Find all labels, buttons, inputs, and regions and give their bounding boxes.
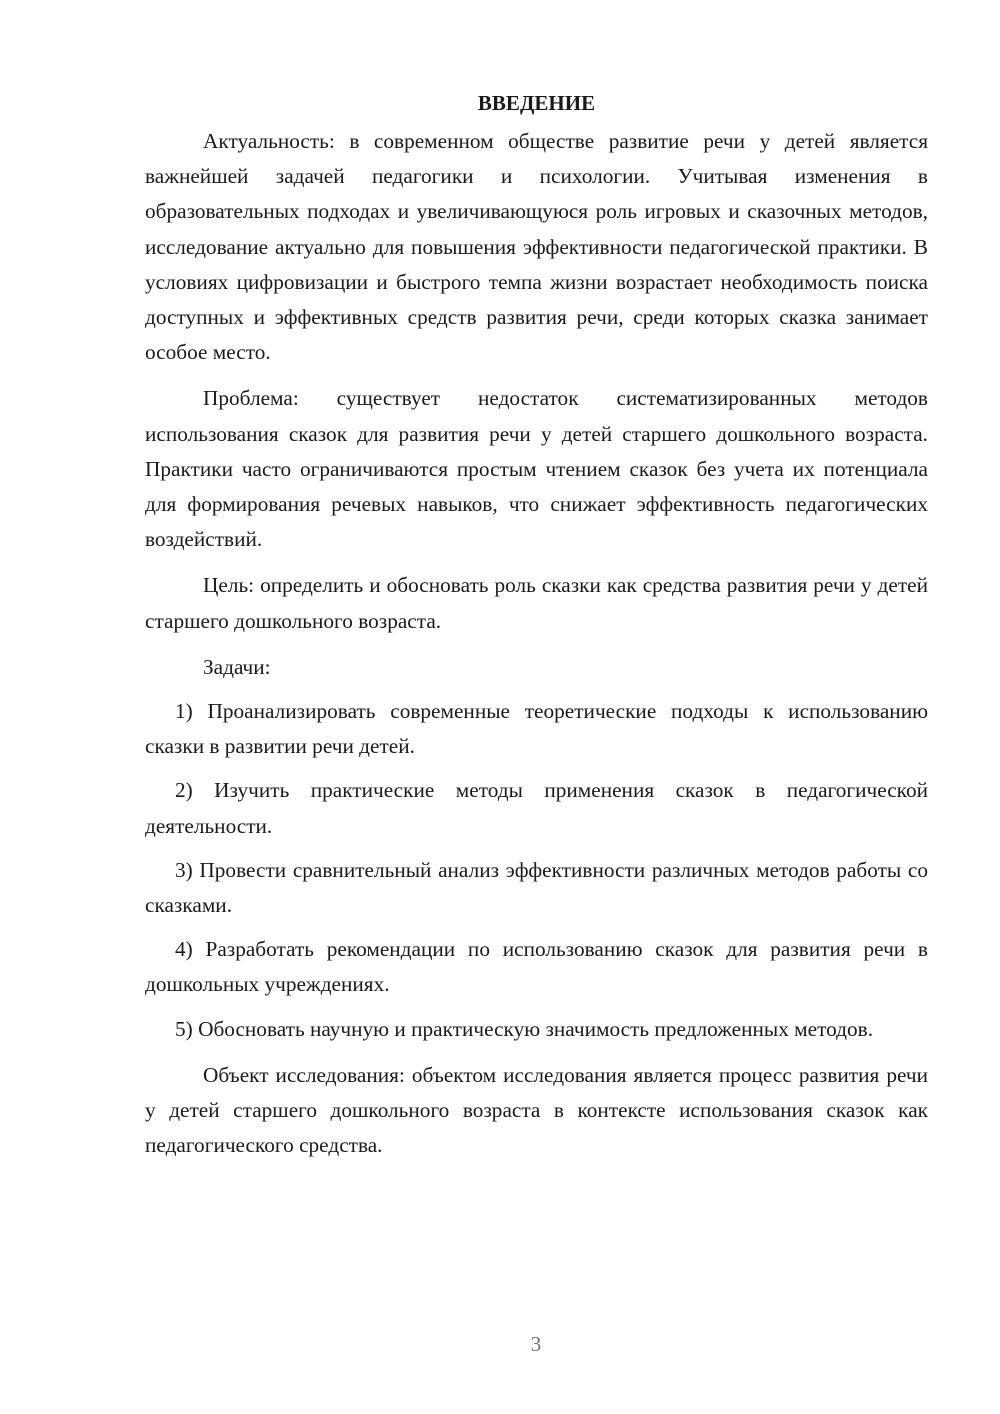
task-item-3: 3) Провести сравнительный анализ эффективности различных методов работы со сказками. [145,857,928,918]
section-heading: ВВЕДЕНИЕ [477,91,596,115]
page-number: 3 [530,1332,542,1356]
task-item-2: 2) Изучить практические методы применения сказок в педагогической деятельности. [145,778,928,838]
task-item-1: 1) Проанализировать современные теоретические подходы к использованию сказки в развитии речи детей. [145,699,928,759]
document-page [145,88,928,1163]
goal-paragraph: Цель: определить и обосновать роль сказки как средства развития речи у детей старшего дошкольного возраста. [145,573,928,633]
object-paragraph: Объект исследования: объектом исследования является процесс развития речи у детей старшего дошкольного возраста в контексте использования сказок как педагогического средства. [145,1062,928,1158]
task-item-5: 5) Обосновать научную и практическую значимость предложенных методов. [175,1016,874,1041]
relevance-paragraph: Актуальность: в современном обществе развитие речи у детей является важнейшей задачей педагогики и психологии. Учитывая изменения в образовательных подходах и увеличивающуюся роль игровых и сказочных методов, исследование актуально для повышения эффективности педагогической практики. В условиях цифровизации и быстрого темпа жизни возрастает необходимость поиска доступных и эффективных средств развития речи, среди которых сказка занимает особое место. [145,129,928,365]
tasks-label: Задачи: [203,654,271,679]
task-item-4: 4) Разработать рекомендации по использованию сказок для развития речи в дошкольных учреждениях. [145,937,928,997]
problem-paragraph: Проблема: существует недостаток систематизированных методов использования сказок для развития речи у детей старшего дошкольного возраста. Практики часто ограничиваются простым чтением сказок без учета их потенциала для формирования речевых навыков, что снижает эффективность педагогических воздействий. [145,386,928,552]
